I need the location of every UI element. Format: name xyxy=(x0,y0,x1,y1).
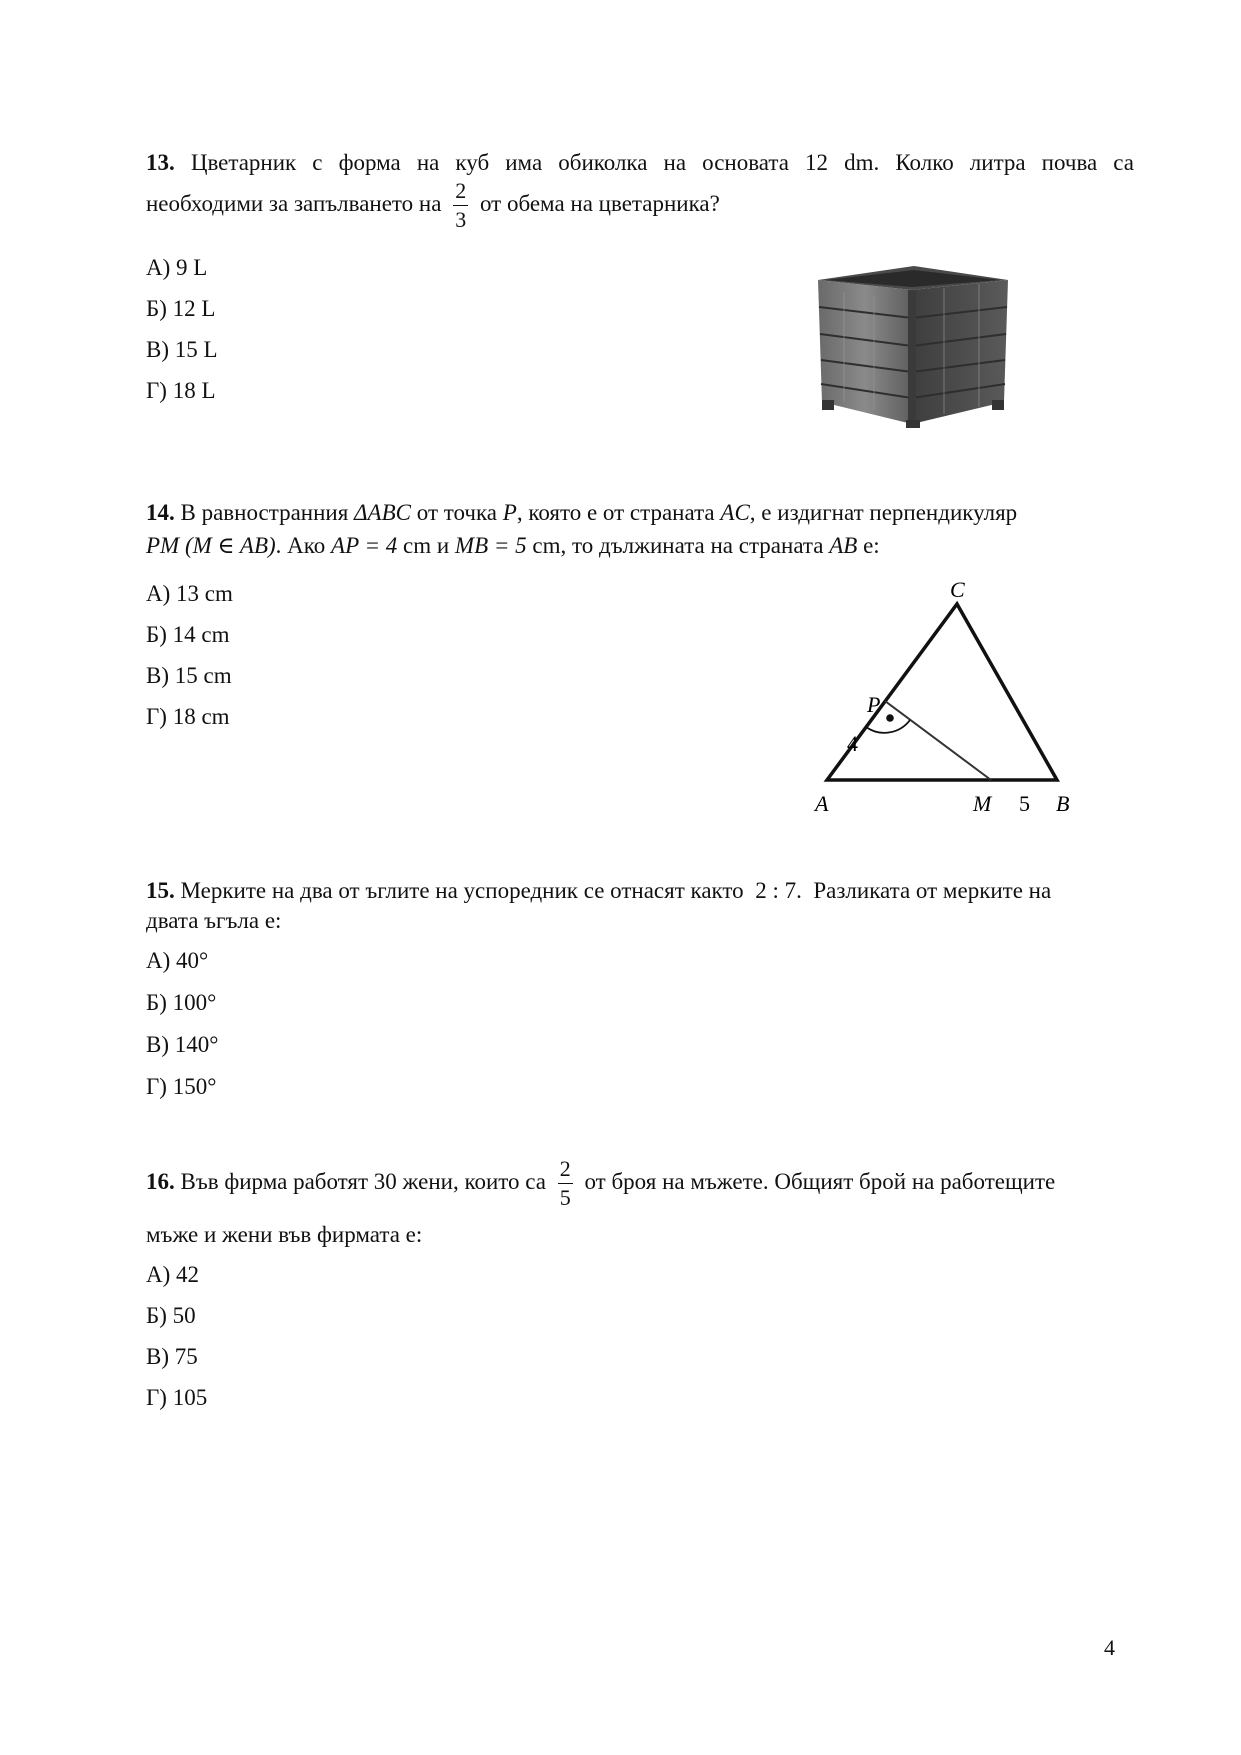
q14-point-p: P xyxy=(502,500,517,525)
q16-text-after: от броя на мъжете. Общият брой на работещите xyxy=(584,1169,1056,1194)
q16-option-a[interactable]: А) 42 xyxy=(146,1262,200,1287)
q14-text-b: от точка xyxy=(416,500,498,525)
q14-text-a: В равностранния xyxy=(180,500,349,525)
q16-fraction-den: 5 xyxy=(559,1185,571,1211)
length-mb: 5 xyxy=(1019,791,1030,816)
q14-text-g: cm, то дължината на страната xyxy=(532,533,824,558)
q13-option-c[interactable]: В) 15 L xyxy=(146,337,218,362)
q14-triangle: ΔABC xyxy=(354,500,411,525)
q16-text-before: Във фирма работят 30 жени, които са xyxy=(180,1169,546,1194)
planter-box-image xyxy=(814,262,1012,428)
q14-option-d[interactable]: Г) 18 cm xyxy=(146,704,230,729)
label-c: C xyxy=(950,577,965,602)
q16-option-b[interactable]: Б) 50 xyxy=(146,1303,196,1328)
q14-line1 xyxy=(146,498,1134,528)
q14-pm: PM xyxy=(146,533,180,558)
q14-text-h: е: xyxy=(863,533,880,558)
label-m: M xyxy=(973,791,992,816)
q15-number: 15. xyxy=(146,878,175,903)
right-angle-dot xyxy=(886,714,894,722)
q13-text-before: необходими за запълването на xyxy=(146,191,442,216)
q13-option-d[interactable]: Г) 18 L xyxy=(146,378,216,403)
q15-option-b[interactable]: Б) 100° xyxy=(146,990,217,1015)
q14-text-c: , която е от страната xyxy=(516,500,715,525)
label-p: P xyxy=(867,692,881,717)
q16-fraction xyxy=(558,1158,573,1209)
q16-line1 xyxy=(146,1154,1055,1210)
q14-option-b[interactable]: Б) 14 cm xyxy=(146,622,230,647)
q15-text-after: Разликата от мерките на xyxy=(813,878,1052,903)
page-number: 4 xyxy=(1104,1635,1115,1660)
q14-ab: AB xyxy=(829,533,858,558)
q13-text: Цветарник с форма на куб има обиколка на основата 12 dm. Колко литра почва са xyxy=(190,150,1135,175)
q14-text-d: , е издигнат перпендикуляр xyxy=(749,500,1018,525)
q14-number: 14. xyxy=(146,500,175,525)
q13-fraction-num: 2 xyxy=(453,180,468,206)
q13-option-b[interactable]: Б) 12 L xyxy=(146,296,216,321)
q14-text-f: cm и xyxy=(403,533,450,558)
q13-option-a[interactable]: А) 9 L xyxy=(146,255,208,280)
q13-text-after: от обема на цветарника? xyxy=(479,191,720,216)
q16-option-d[interactable]: Г) 105 xyxy=(146,1385,208,1410)
q14-option-a[interactable]: А) 13 cm xyxy=(146,581,233,606)
label-a: A xyxy=(815,791,829,816)
length-ap: 4 xyxy=(847,731,858,756)
q14-ap: AP = 4 xyxy=(331,533,398,558)
q15-option-d[interactable]: Г) 150° xyxy=(146,1074,217,1099)
q14-mb: MB = 5 xyxy=(454,533,527,558)
q15-option-c[interactable]: В) 140° xyxy=(146,1032,219,1057)
q14-line2 xyxy=(146,531,1134,561)
q13-fraction-den: 3 xyxy=(455,207,467,233)
perpendicular-pm xyxy=(885,701,991,780)
q13-number: 13. xyxy=(146,150,175,175)
q15-line1 xyxy=(146,876,1134,906)
q14-condition: (M ∈ AB) xyxy=(184,533,276,558)
label-b: B xyxy=(1056,791,1070,816)
q14-text-e: . Ако xyxy=(275,533,326,558)
q15-ratio: 2 : 7. xyxy=(755,878,802,903)
q16-line2: мъже и жени във фирмата е: xyxy=(146,1222,423,1247)
q16-number: 16. xyxy=(146,1169,175,1194)
triangle-figure xyxy=(810,574,1080,818)
triangle-abc xyxy=(827,604,1057,780)
q13-fraction xyxy=(453,180,468,231)
q15-line2: двата ъгъла е: xyxy=(146,908,282,933)
right-angle-arc xyxy=(866,720,910,733)
q13-line1 xyxy=(146,148,1134,178)
q16-option-c[interactable]: В) 75 xyxy=(146,1344,198,1369)
q14-side-ac: AC xyxy=(720,500,750,525)
q15-text: Мерките на два от ъглите на успоредник се отнасят както xyxy=(180,878,744,903)
q14-option-c[interactable]: В) 15 cm xyxy=(146,663,232,688)
q13-line2 xyxy=(146,176,720,232)
q16-fraction-num: 2 xyxy=(558,1158,573,1184)
q15-option-a[interactable]: А) 40° xyxy=(146,948,209,973)
